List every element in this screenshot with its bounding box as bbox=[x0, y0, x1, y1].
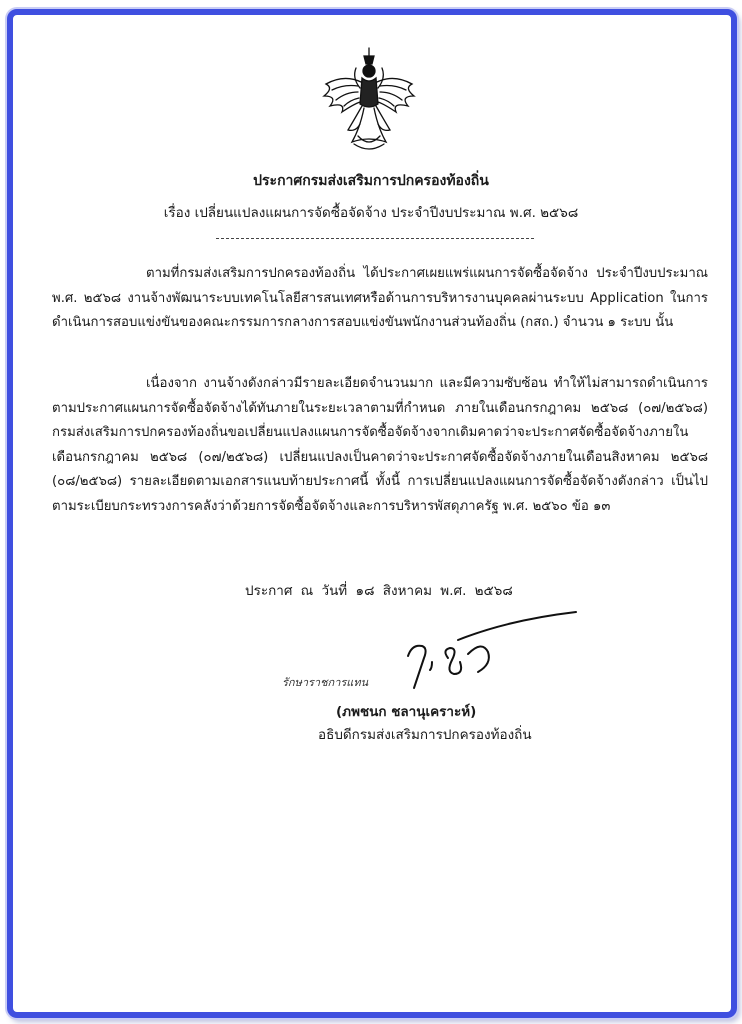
paragraph-1: ตามที่กรมส่งเสริมการปกครองท้องถิ่น ได้ประกาศเผยแพร่แผนการจัดซื้อจัดจ้าง ประจำปีงบประมาณ พ.ศ. ๒๕๖๘ งานจ้างพัฒนาระบบเทคโนโลยีสารสนเทศหรือด้านการบริหารงานบุคคลผ่านระบบ Application ในการดำเนินการสอบแข่งขันของคณะกรรมการกลางการสอบแข่งขันพนักงานส่วนท้องถิ่น (กสถ.) จำนวน ๑ ระบบ นั้น bbox=[52, 266, 708, 331]
handwritten-signature bbox=[398, 610, 578, 692]
signer-name: (ภพชนก ชลานุเคราะห์) bbox=[336, 704, 477, 720]
signature-label: รักษาราชการแทน bbox=[282, 676, 369, 689]
paragraph-2: เนื่องจาก งานจ้างดังกล่าวมีรายละเอียดจำนวนมาก และมีความซับซ้อน ทำให้ไม่สามารถดำเนินการตามประกาศแผนการจัดซื้อจัดจ้างได้ทันภายในระยะเวลาตามที่กำหนด ภายในเดือนกรกฎาคม ๒๕๖๘ (๐๗/๒๕๖๘) กรมส่งเสริมการปกครองท้องถิ่นขอเปลี่ยนแปลงแผนการจัดซื้อจัดจ้างจากเดิมคาดว่าจะประกาศจัดซื้อจัดจ้างภายในเดือนกรกฎาคม ๒๕๖๘ (๐๗/๒๕๖๘) เปลี่ยนแปลงเป็นคาดว่าจะประกาศจัดซื้อจัดจ้างภายในเดือนสิงหาคม ๒๕๖๘ (๐๘/๒๕๖๘) รายละเอียดตามเอกสารแนบท้ายประกาศนี้ ทั้งนี้ การเปลี่ยนแปลงแผนการจัดซื้อจัดจ้างดังกล่าว เป็นไปตามระเบียบกระทรวงการคลังว่าด้วยการจัดซื้อจัดจ้างและการบริหารพัสดุภาครัฐ พ.ศ. ๒๕๖๐ ข้อ ๑๓ bbox=[52, 376, 708, 514]
announcement-date: ประกาศ ณ วันที่ ๑๘ สิงหาคม พ.ศ. ๒๕๖๘ bbox=[245, 583, 513, 599]
divider bbox=[216, 238, 534, 239]
signer-position: อธิบดีกรมส่งเสริมการปกครองท้องถิ่น bbox=[318, 727, 532, 743]
garuda-emblem-icon bbox=[314, 44, 424, 156]
document-subject: เรื่อง เปลี่ยนแปลงแผนการจัดซื้อจัดจ้าง ประจำปีงบประมาณ พ.ศ. ๒๕๖๘ bbox=[163, 205, 579, 221]
document-title: ประกาศกรมส่งเสริมการปกครองท้องถิ่น bbox=[253, 173, 489, 189]
